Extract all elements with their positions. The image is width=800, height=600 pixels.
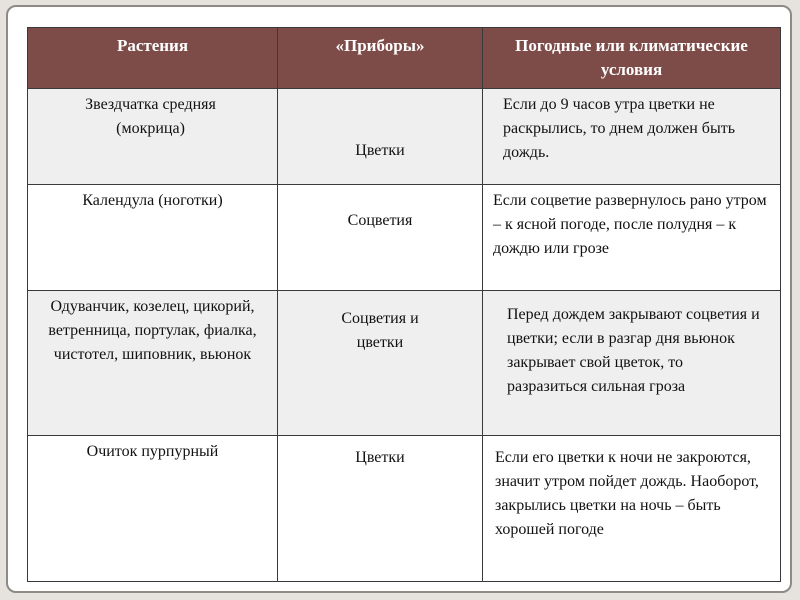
slide	[6, 5, 792, 593]
table-row	[28, 291, 781, 436]
cell-plant	[28, 89, 278, 185]
condition-text: Если соцветие развернулось рано утром – к ясной погоде, после полудня – к дождю или грозе	[493, 192, 767, 257]
plant-name: Календула (ноготки)	[82, 192, 223, 209]
condition-text: Если его цветки к ночи не закроются, значит утром пойдет дождь. Наоборот, закрылись цветки на ночь – быть хорошей погоде	[495, 449, 759, 538]
header-plants-label: Растения	[116, 36, 189, 55]
table-header-row	[28, 28, 781, 89]
header-instruments-label: «Приборы»	[335, 36, 425, 55]
table-row	[28, 185, 781, 291]
condition-text: Перед дождем закрывают соцветия и цветки; если в разгар дня вьюнок закрывает свой цветок, то разразиться сильная гроза	[507, 306, 760, 395]
header-conditions-label: Погодные или климатические условия	[515, 36, 748, 79]
weather-plants-table	[27, 27, 781, 582]
header-plants	[28, 28, 278, 89]
cell-plant	[28, 436, 278, 582]
cell-plant	[28, 185, 278, 291]
table-row	[28, 436, 781, 582]
header-instruments	[278, 28, 483, 89]
cell-condition	[483, 291, 781, 436]
instrument-name: Соцветия и цветки	[341, 310, 419, 351]
cell-instrument	[278, 185, 483, 291]
plant-name: Одуванчик, козелец, цикорий, ветренница, портулак, фиалка, чистотел, шиповник, вьюнок	[48, 298, 257, 363]
plant-name: Очиток пурпурный	[86, 443, 219, 460]
instrument-name: Цветки	[355, 142, 405, 159]
cell-condition	[483, 436, 781, 582]
instrument-name: Цветки	[355, 449, 405, 466]
cell-plant	[28, 291, 278, 436]
plant-name: Звездчатка средняя (мокрица)	[85, 96, 216, 137]
cell-condition	[483, 185, 781, 291]
cell-instrument	[278, 436, 483, 582]
instrument-name: Соцветия	[347, 212, 413, 229]
table-row	[28, 89, 781, 185]
cell-instrument	[278, 291, 483, 436]
header-conditions	[483, 28, 781, 89]
cell-condition	[483, 89, 781, 185]
condition-text: Если до 9 часов утра цветки не раскрылись, то днем должен быть дождь.	[503, 96, 735, 161]
cell-instrument	[278, 89, 483, 185]
